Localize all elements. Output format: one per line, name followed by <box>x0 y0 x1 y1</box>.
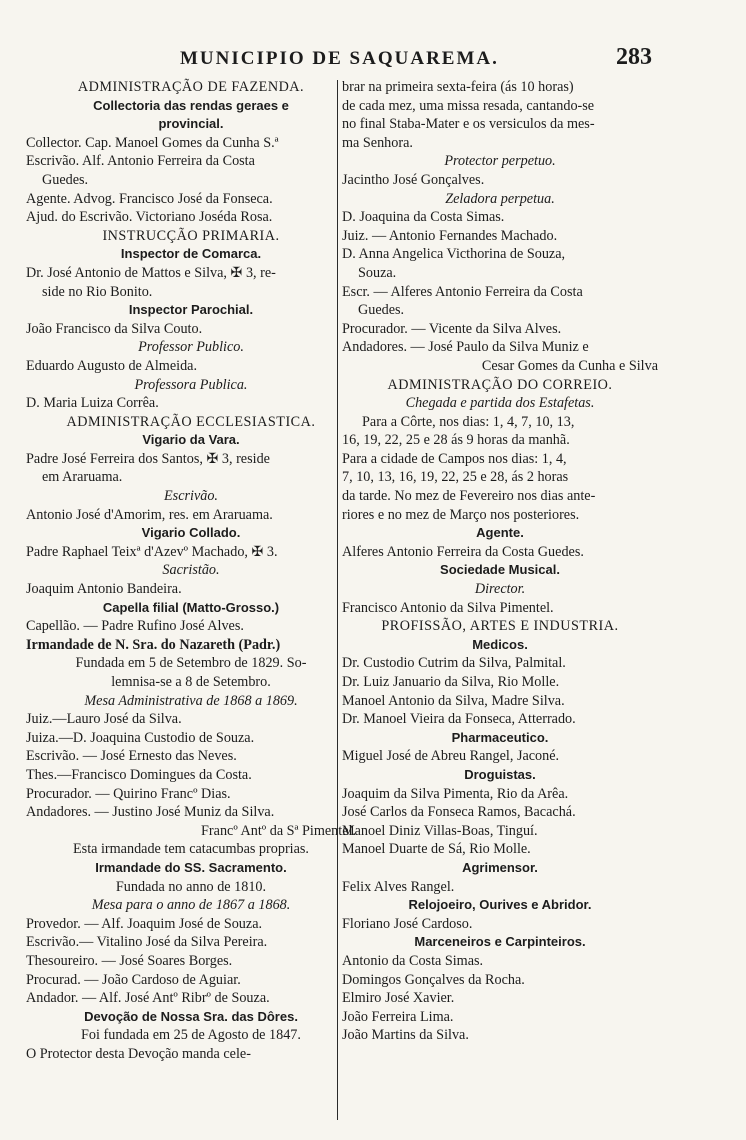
subsection-heading: Marceneiros e Carpinteiros. <box>414 934 586 950</box>
subsection-heading: Devoção de Nossa Sra. das Dôres. <box>84 1008 298 1024</box>
text-line: João Francisco da Silva Couto. <box>26 320 203 337</box>
text-line: Ajud. do Escrivão. Victoriano Joséda Rosa. <box>26 209 273 226</box>
role-heading: Director. <box>474 581 526 598</box>
text-line: Padre José Ferreira dos Santos, ✠ 3, reside <box>26 450 270 467</box>
subsection-heading: Agente. <box>476 525 524 541</box>
text-line: D. Maria Luiza Corrêa. <box>26 395 159 412</box>
left-column <box>26 78 356 1063</box>
text-line: Procurador. — Vicente da Silva Alves. <box>342 320 562 337</box>
role-heading: Protector perpetuo. <box>444 153 556 170</box>
text-line: Andadores. — José Paulo da Silva Muniz e <box>342 339 589 356</box>
text-line: Procurador. — Quirino Francº Dias. <box>26 785 231 802</box>
role-heading: Professor Publico. <box>138 339 244 356</box>
text-line: Francº Antº da Sª Pimentel. <box>201 822 356 839</box>
subsection-heading: Droguistas. <box>464 766 536 782</box>
subsection-heading: provincial. <box>158 116 224 132</box>
text-line: Juiz. — Antonio Fernandes Machado. <box>342 227 558 244</box>
text-line: Antonio da Costa Simas. <box>342 952 484 969</box>
text-line: Provedor. — Alf. Joaquim José de Souza. <box>26 915 263 932</box>
text-line: Guedes. <box>358 302 405 319</box>
text-line: Manoel Diniz Villas-Boas, Tinguí. <box>342 822 538 839</box>
running-title: MUNICIPIO DE SAQUAREMA. <box>180 48 499 69</box>
text-line: 16, 19, 22, 25 e 28 ás 9 horas da manhã. <box>342 432 570 449</box>
text-line: Foi fundada em 25 de Agosto de 1847. <box>81 1027 301 1044</box>
text-line: Fundada no anno de 1810. <box>115 878 267 895</box>
subsection-heading: Sociedade Musical. <box>440 562 560 578</box>
text-line: Collector. Cap. Manoel Gomes da Cunha S.ª <box>26 134 279 151</box>
text-line: riores e no mez de Março nos posteriores. <box>342 506 580 523</box>
text-line: Irmandade de N. Sra. do Nazareth (Padr.) <box>26 636 281 653</box>
subsection-heading: Collectoria das rendas geraes e <box>93 97 289 113</box>
text-line: Capellão. — Padre Rufino José Alves. <box>26 618 244 635</box>
text-line: no final Staba-Mater e os versiculos da mes- <box>342 116 595 133</box>
text-line: Dr. Manoel Vieira da Fonseca, Atterrado. <box>342 711 576 728</box>
text-line: Domingos Gonçalves da Rocha. <box>342 971 525 988</box>
role-heading: Escrivão. <box>164 488 218 505</box>
subsection-heading: Relojoeiro, Ourives e Abridor. <box>408 897 592 913</box>
text-line: Procurad. — João Cardoso de Aguiar. <box>26 971 241 988</box>
subsection-heading: Inspector Parochial. <box>128 302 254 318</box>
section-heading: ADMINISTRAÇÃO DE FAZENDA. <box>77 79 305 95</box>
section-heading: ADMINISTRAÇÃO DO CORREIO. <box>387 376 613 393</box>
subsection-heading: Medicos. <box>472 636 528 652</box>
text-line: Dr. Custodio Cutrim da Silva, Palmital. <box>342 655 566 672</box>
text-line: Para a Côrte, nos dias: 1, 4, 7, 10, 13, <box>362 413 575 430</box>
text-line: Andador. — Alf. José Antº Ribrº de Souza. <box>26 990 270 1007</box>
page-header <box>0 44 746 74</box>
text-line: em Araruama. <box>42 469 123 486</box>
text-line: Para a cidade de Campos nos dias: 1, 4, <box>342 450 567 467</box>
text-line: Thesoureiro. — José Soares Borges. <box>26 952 233 969</box>
text-line: Felix Alves Rangel. <box>342 878 455 895</box>
text-line: Padre Raphael Teixª d'Azevº Machado, ✠ 3. <box>26 543 278 560</box>
text-line: O Protector desta Devoção manda cele- <box>26 1045 251 1062</box>
text-line: João Ferreira Lima. <box>342 1008 454 1025</box>
text-line: ma Senhora. <box>342 134 413 151</box>
text-line: Juiz.—Lauro José da Silva. <box>26 711 182 728</box>
text-line: Escrivão.— Vitalino José da Silva Pereira. <box>26 934 268 951</box>
text-line: D. Joaquina da Costa Simas. <box>342 209 505 226</box>
subsection-heading: Irmandade do SS. Sacramento. <box>95 859 287 875</box>
text-line: Esta irmandade tem catacumbas proprias. <box>73 841 309 858</box>
text-line: Guedes. <box>42 171 89 188</box>
subsection-heading: Vigario da Vara. <box>142 432 240 448</box>
section-heading: ADMINISTRAÇÃO ECCLESIASTICA. <box>66 413 316 430</box>
text-line: Juiza.—D. Joaquina Custodio de Souza. <box>26 729 255 746</box>
text-line: Manoel Antonio da Silva, Madre Silva. <box>342 692 565 709</box>
text-line: José Carlos da Fonseca Ramos, Bacachá. <box>342 804 576 821</box>
role-heading: Sacristão. <box>162 562 220 579</box>
text-line: Fundada em 5 de Setembro de 1829. So- <box>75 655 307 672</box>
text-line: de cada mez, uma missa resada, cantando-se <box>342 97 595 114</box>
text-line: Francisco Antonio da Silva Pimentel. <box>342 599 554 616</box>
role-heading: Chegada e partida dos Estafetas. <box>405 395 595 412</box>
text-line: lemnisa-se a 8 de Setembro. <box>111 674 271 690</box>
text-line: D. Anna Angelica Victhorina de Souza, <box>342 246 566 263</box>
text-line: Alferes Antonio Ferreira da Costa Guedes. <box>342 543 584 560</box>
text-line: side no Rio Bonito. <box>42 283 153 300</box>
right-column <box>342 78 658 1045</box>
subsection-heading: Pharmaceutico. <box>451 729 549 745</box>
text-line: Miguel José de Abreu Rangel, Jaconé. <box>342 748 560 765</box>
page-number: 283 <box>616 44 652 70</box>
text-line: Elmiro José Xavier. <box>342 990 455 1007</box>
subsection-heading: Capella filial (Matto-Grosso.) <box>102 599 280 615</box>
text-line: Floriano José Cardoso. <box>342 915 473 932</box>
text-line: Escrivão. — José Ernesto das Neves. <box>26 748 237 765</box>
text-line: brar na primeira sexta-feira (ás 10 horas) <box>342 79 574 95</box>
text-line: Antonio José d'Amorim, res. em Araruama. <box>26 506 273 523</box>
text-line: Dr. José Antonio de Mattos e Silva, ✠ 3, re- <box>26 264 276 281</box>
text-line: Agente. Advog. Francisco José da Fonseca. <box>26 190 273 207</box>
text-line: Dr. Luiz Januario da Silva, Rio Molle. <box>342 674 560 690</box>
text-line: Thes.—Francisco Domingues da Costa. <box>26 766 252 783</box>
text-line: Souza. <box>358 264 397 281</box>
text-line: Joaquim Antonio Bandeira. <box>26 581 182 598</box>
section-heading: PROFISSÃO, ARTES E INDUSTRIA. <box>381 618 619 635</box>
subsection-heading: Inspector de Comarca. <box>120 246 262 262</box>
text-line: Escr. — Alferes Antonio Ferreira da Costa <box>342 283 583 300</box>
role-heading: Mesa Administrativa de 1868 a 1869. <box>84 692 298 709</box>
text-line: João Martins da Silva. <box>342 1027 469 1044</box>
text-line: Joaquim da Silva Pimenta, Rio da Arêa. <box>342 785 569 802</box>
text-line: Cesar Gomes da Cunha e Silva <box>481 357 658 374</box>
role-heading: Professora Publica. <box>134 376 248 393</box>
subsection-heading: Vigario Collado. <box>141 525 241 541</box>
text-line: 7, 10, 13, 16, 19, 22, 25 e 28, ás 2 horas <box>342 469 569 486</box>
text-line: Eduardo Augusto de Almeida. <box>26 357 198 374</box>
role-heading: Zeladora perpetua. <box>445 190 555 207</box>
text-line: Andadores. — Justino José Muniz da Silva. <box>26 804 275 821</box>
text-line: Escrivão. Alf. Antonio Ferreira da Costa <box>26 153 255 170</box>
text-line: da tarde. No mez de Fevereiro nos dias ante- <box>342 488 596 505</box>
subsection-heading: Agrimensor. <box>462 859 538 875</box>
role-heading: Mesa para o anno de 1867 a 1868. <box>91 897 291 914</box>
section-heading: INSTRUCÇÃO PRIMARIA. <box>102 227 280 244</box>
text-line: Jacintho José Gonçalves. <box>342 171 485 188</box>
text-line: Manoel Duarte de Sá, Rio Molle. <box>342 841 531 858</box>
